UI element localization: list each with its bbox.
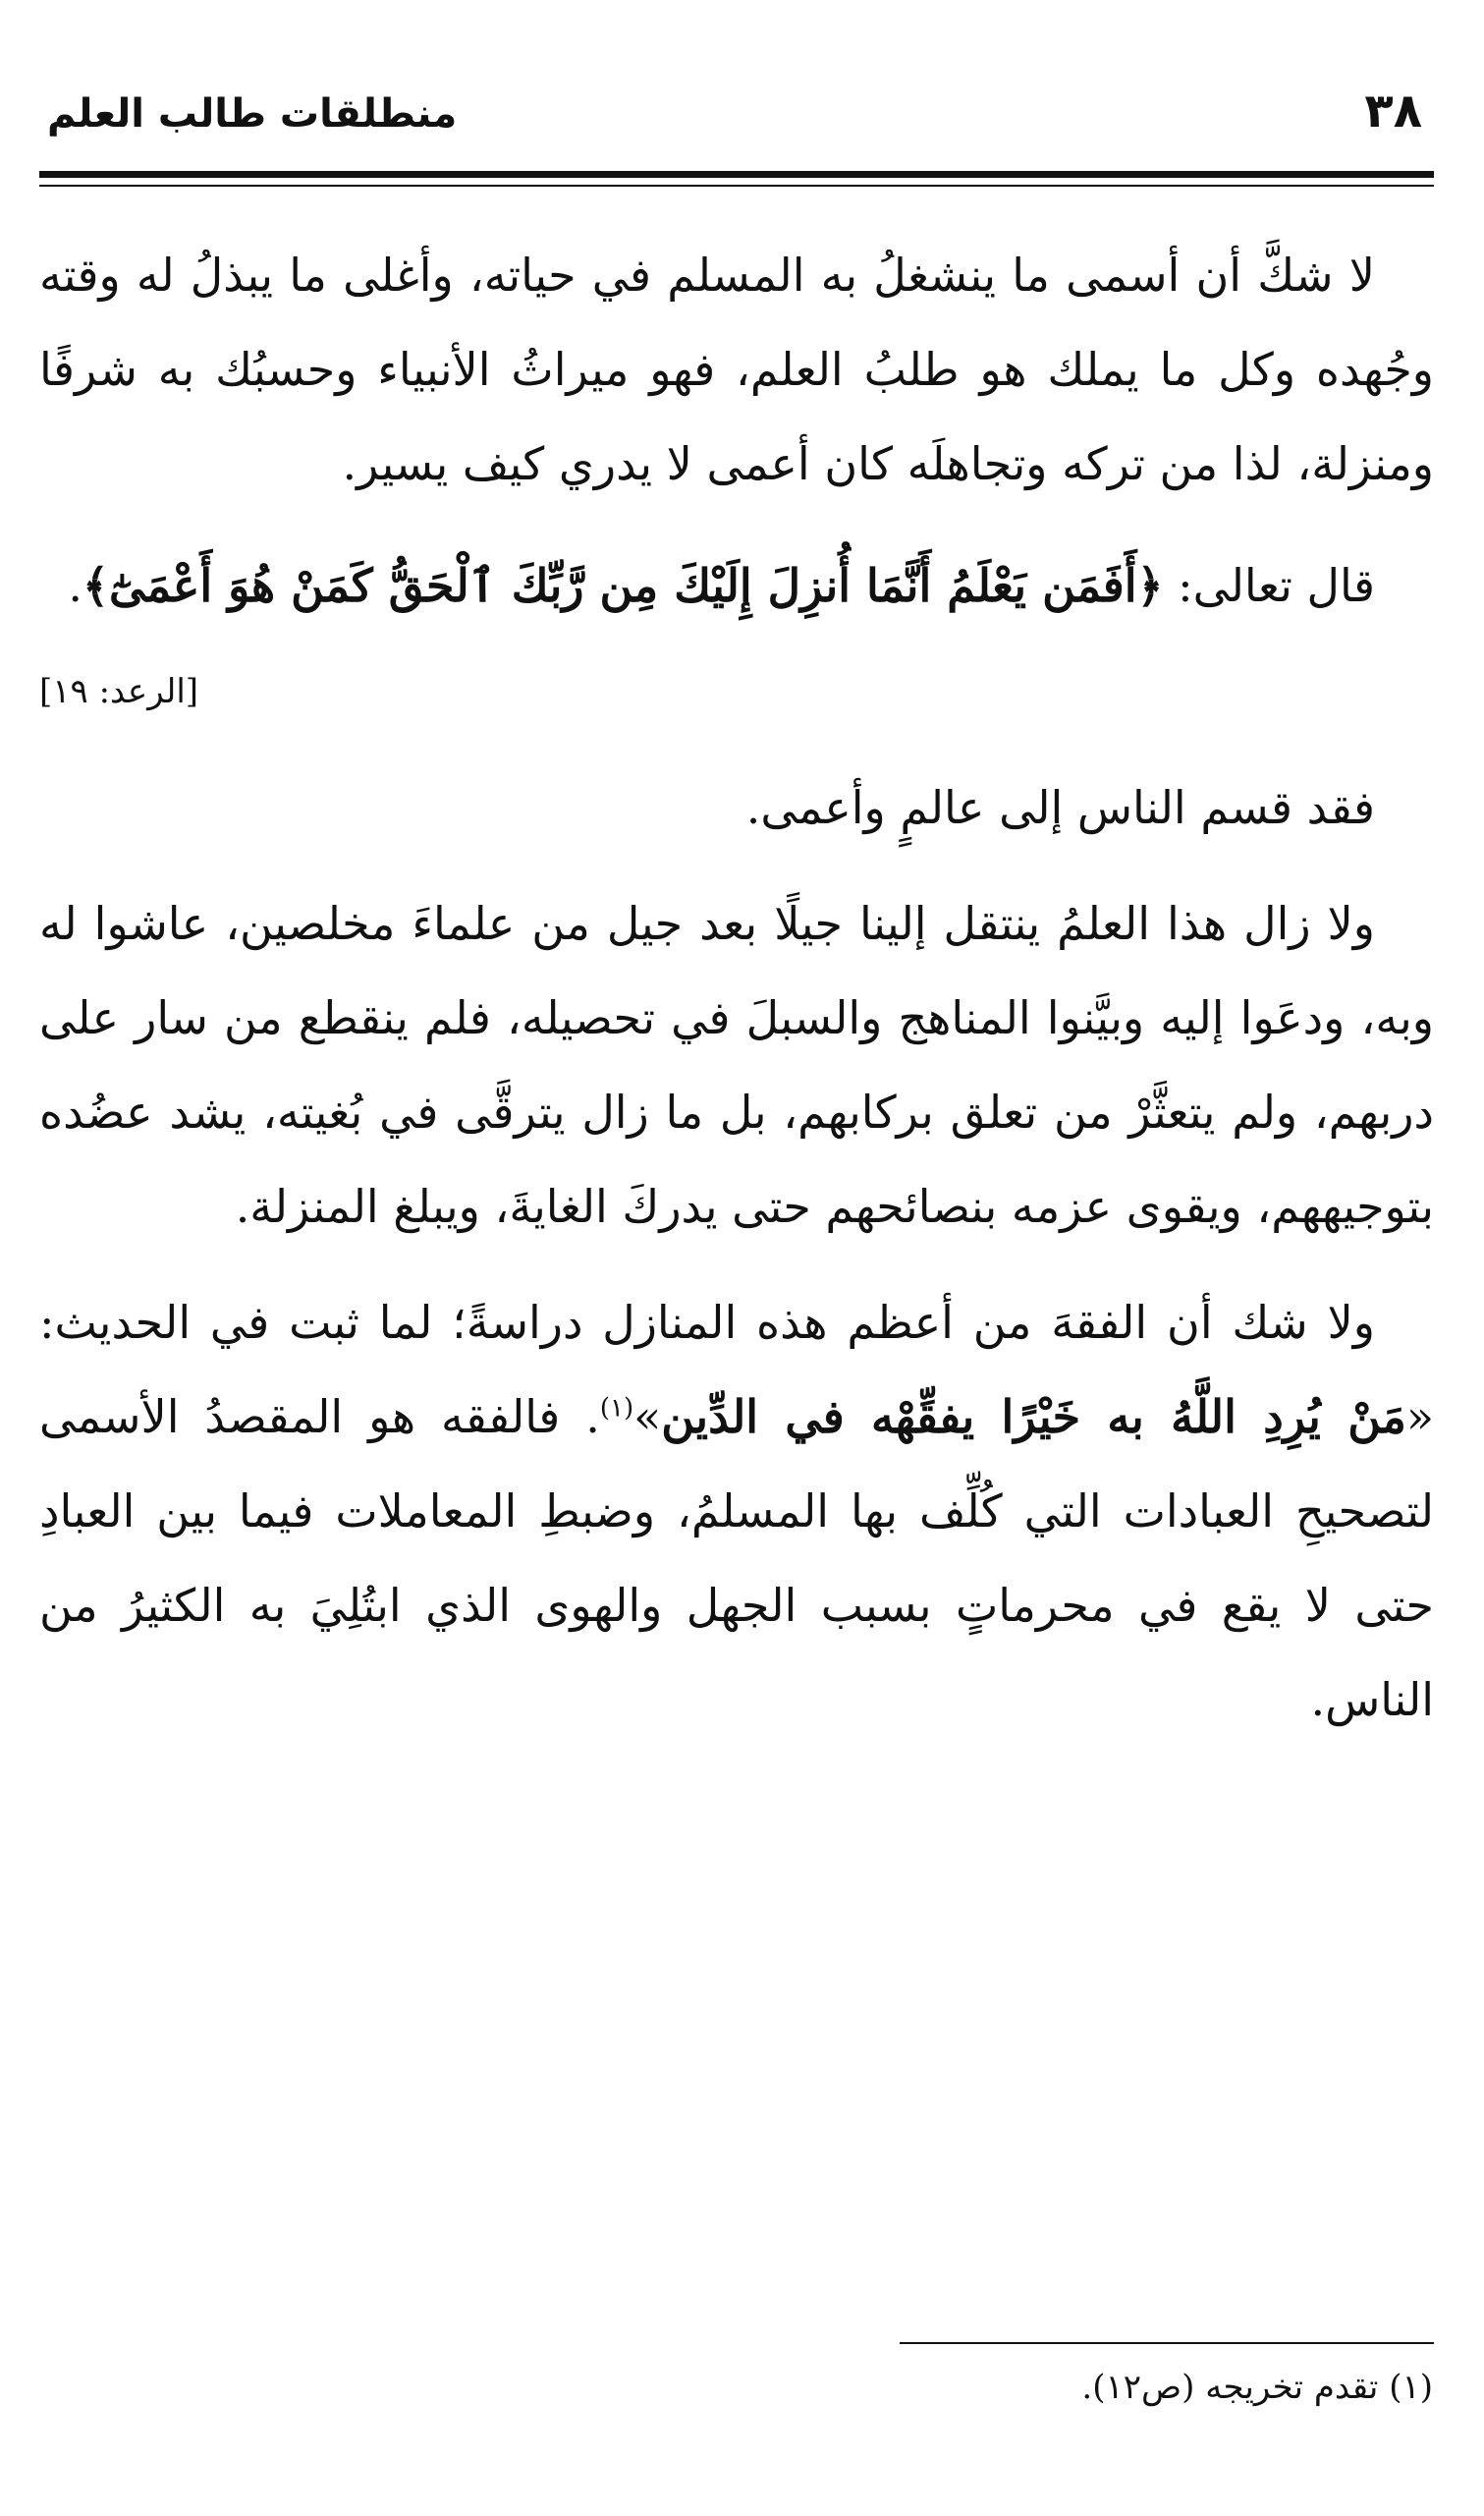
footnote-marker: (١) — [599, 1393, 634, 1424]
quran-verse: ﴿أَفَمَن يَعْلَمُ أَنَّمَا أُنزِلَ إِلَيْكَ مِن رَّبِّكَ ٱلْحَقُّ كَمَنْ هُوَ أَعْمَىٰٓ﴾ — [82, 559, 1164, 612]
running-title: منطلقات طالب العلم — [47, 91, 458, 137]
paragraph-3: ولا زال هذا العلمُ ينتقل إلينا جيلًا بعد جيل من علماءَ مخلصين، عاشوا له وبه، ودعَوا إليه وبيَّنوا المناهج والسبلَ في تحصيله، فلم ينقطع من سار على دربهم، ولم يتعثَّرْ من تعلق بركابهم، بل ما زال يترقَّى في بُغيته، يشد عضُده بتوجيههم، ويقوى عزمه بنصائحهم حتى يدركَ الغايةَ، ويبلغ المنزلة. — [39, 897, 1434, 1233]
verse-reference: [الرعد: ١٩] — [39, 672, 199, 711]
paragraph-4 — [39, 1275, 1434, 1747]
page-header — [47, 77, 1432, 155]
hadith-text: مَنْ يُرِدِ اللَّهُ به خَيْرًا يفقِّهْه في الدِّين — [661, 1390, 1406, 1443]
verse-intro: قال تعالى: — [1163, 559, 1375, 612]
header-rule-thin — [39, 185, 1434, 187]
footnote: (١) تقدم تخريجه (ص١٢). — [1081, 2368, 1433, 2407]
footnote-separator — [900, 2342, 1434, 2344]
header-rule-thick — [39, 171, 1434, 178]
paragraph-4-start: ولا شك أن الفقهَ من أعظم هذه المنازل دراسةً؛ لما ثبت في الحديث: « — [39, 1296, 1435, 1443]
page-body — [39, 228, 1434, 1747]
verse-end: . — [68, 559, 82, 612]
paragraph-1: لا شكَّ أن أسمى ما ينشغلُ به المسلم في حياته، وأغلى ما يبذلُ له وقته وجُهده وكل ما يملك هو طلبُ العلم، فهو ميراثُ الأنبياء وحسبُك به شرفًا ومنزلة، لذا من تركه وتجاهلَه كان أعمى لا يدري كيف يسير. — [39, 249, 1434, 490]
paragraph-4-end: . فالفقه هو المقصدُ الأسمى لتصحيحِ العبادات التي كُلِّف بها المسلمُ، وضبطِ المعاملات فيما بين العبادِ حتى لا يقع في محرماتٍ بسبب الجهل والهوى الذي ابتُلِيَ به الكثيرُ من الناس. — [39, 1390, 1434, 1726]
paragraph-2: فقد قسم الناس إلى عالمٍ وأعمى. — [745, 781, 1375, 834]
verse-line — [39, 538, 1434, 633]
page-number: ٣٨ — [1364, 84, 1422, 139]
hadith-close: » — [633, 1390, 662, 1443]
